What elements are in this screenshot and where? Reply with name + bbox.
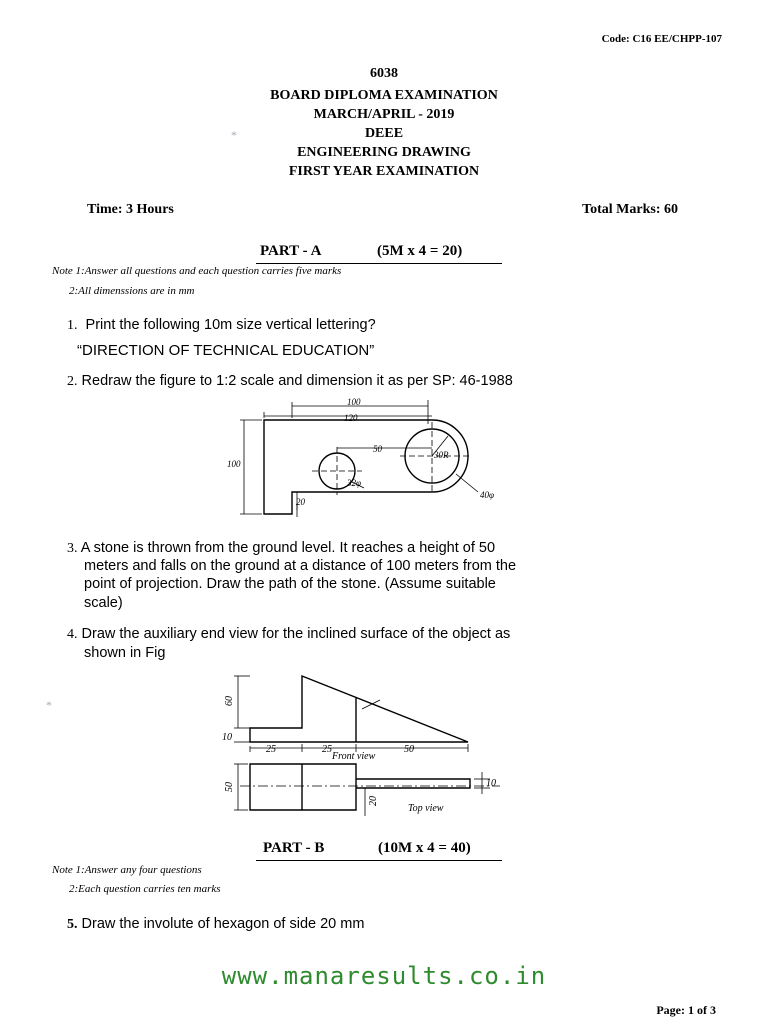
- exam-year: FIRST YEAR EXAMINATION: [288, 164, 480, 179]
- dim-label-radius: 30R: [434, 450, 449, 460]
- question-number: 3.: [67, 541, 78, 556]
- exam-session: MARCH/APRIL - 2019: [313, 107, 455, 122]
- question-number: 1.: [67, 318, 78, 333]
- question-1-line-2: “DIRECTION OF TECHNICAL EDUCATION”: [77, 342, 375, 359]
- part-a-note-1: Note 1:Answer all questions and each question carries five marks: [52, 265, 342, 277]
- dim-label-50: 50: [404, 744, 414, 755]
- exam-subject: ENGINEERING DRAWING: [297, 145, 471, 160]
- exam-number: 6038: [370, 66, 398, 81]
- exam-branch: DEEE: [364, 126, 404, 141]
- part-a-title: PART - A: [260, 243, 322, 259]
- time-allowed: Time: 3 Hours: [87, 202, 174, 217]
- dim-label-10-top: 10: [486, 778, 496, 789]
- dim-label-40-dia: 40φ: [480, 490, 494, 500]
- exam-title: BOARD DIPLOMA EXAMINATION: [270, 88, 498, 103]
- part-b-underline: [256, 860, 502, 861]
- question-4: [67, 625, 510, 644]
- dim-label-20: 20: [296, 497, 305, 507]
- question-text: A stone is thrown from the ground level. It reaches a height of 50: [80, 540, 496, 556]
- figure-4-drawing: [220, 666, 510, 818]
- dim-label-20-top: 20: [368, 796, 379, 806]
- dim-label-100: 100: [347, 397, 361, 407]
- dim-label-60: 60: [224, 696, 235, 706]
- question-3-line-3: point of projection. Draw the path of the stone. (Assume suitable: [84, 576, 496, 592]
- figure-2-drawing: [222, 392, 512, 530]
- question-5: [67, 915, 364, 934]
- question-4-line-2: shown in Fig: [84, 645, 166, 661]
- dim-label-25-b: 25: [322, 744, 332, 755]
- dim-label-25-a: 25: [266, 744, 276, 755]
- total-marks: Total Marks: 60: [582, 202, 678, 217]
- dim-label-32-dia: 32φ: [347, 478, 361, 488]
- question-text: Draw the auxiliary end view for the inclined surface of the object as: [81, 626, 511, 642]
- question-3-line-2: meters and falls on the ground at a distance of 100 meters from the: [84, 558, 517, 574]
- part-a-note-2: 2:All dimenssions are in mm: [69, 285, 195, 297]
- part-b-note-1: Note 1:Answer any four questions: [52, 864, 202, 876]
- dim-label-height-100: 100: [227, 459, 241, 469]
- paper-code: Code: C16 EE/CHPP-107: [601, 33, 722, 45]
- question-number: 2.: [67, 374, 78, 389]
- question-text: Draw the involute of hexagon of side 20 mm: [81, 916, 365, 932]
- question-number: 5.: [67, 917, 78, 932]
- question-text: Redraw the figure to 1:2 scale and dimension it as per SP: 46-1988: [81, 373, 513, 389]
- star-mark: *: [231, 128, 237, 142]
- dim-label-10: 10: [222, 732, 232, 743]
- part-a-scheme: (5M x 4 = 20): [377, 243, 463, 259]
- part-a-underline: [256, 263, 502, 264]
- star-mark: *: [46, 698, 52, 712]
- part-b-note-2: 2:Each question carries ten marks: [69, 883, 221, 895]
- website-watermark: www.manaresults.co.in: [221, 962, 547, 990]
- top-view-label: Top view: [408, 803, 444, 814]
- dim-label-50-top: 50: [224, 782, 235, 792]
- question-3-line-4: scale): [84, 595, 123, 611]
- question-text: Print the following 10m size vertical lettering?: [85, 317, 376, 333]
- question-1: [67, 316, 376, 335]
- page-number: Page: 1 of 3: [656, 1003, 716, 1017]
- question-2: [67, 372, 513, 391]
- part-b-scheme: (10M x 4 = 40): [378, 840, 471, 856]
- part-b-title: PART - B: [263, 840, 325, 856]
- dim-label-120: 120: [344, 413, 358, 423]
- front-view-label: Front view: [332, 751, 376, 762]
- dim-label-50: 50: [373, 444, 382, 454]
- question-3: [67, 539, 495, 558]
- question-number: 4.: [67, 627, 78, 642]
